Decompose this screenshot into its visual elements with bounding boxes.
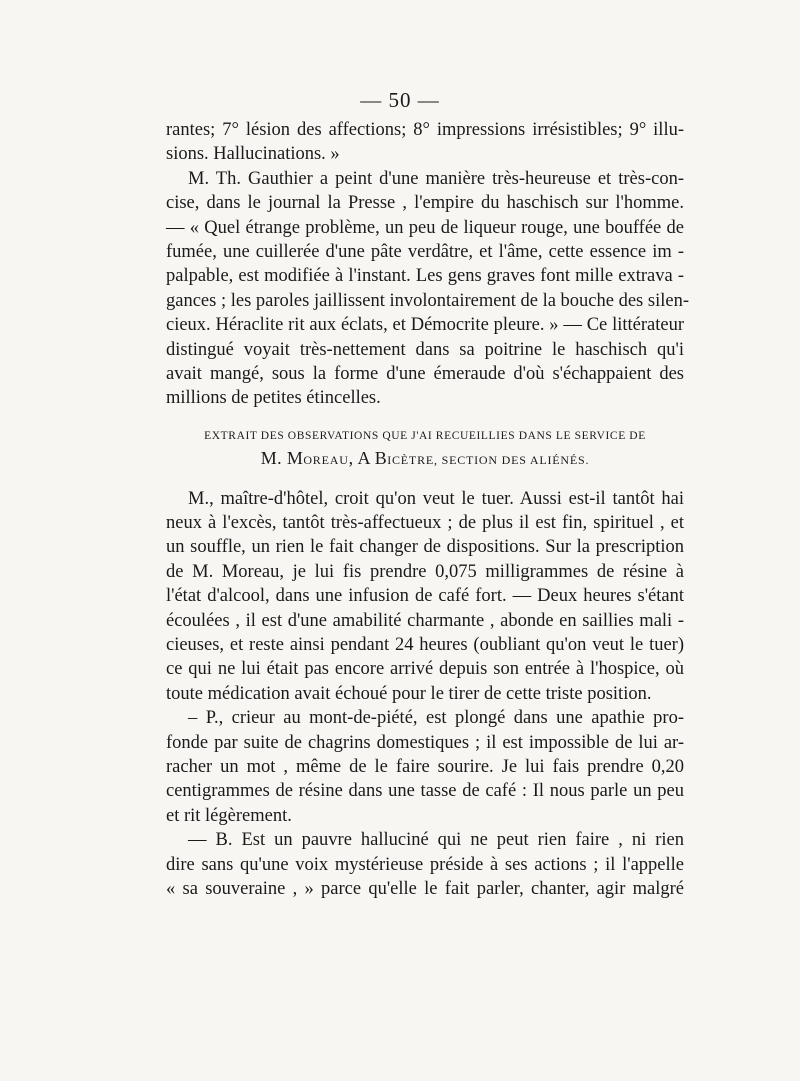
heading-part: , A B [348,447,388,468]
paragraph-1 [166,118,684,167]
text-line: M. Th. Gauthier a peint d'une manière très-heureuse et très-con- [188,168,684,189]
text-line: cieux. Héraclite rit aux éclats, et Démocrite pleure. » — Ce littérateur [166,315,684,336]
section-subheading [166,445,684,473]
paragraph-3 [166,487,684,707]
page-number: — 50 — [360,88,440,112]
text-line: sions. Hallucinations. » [166,144,340,165]
text-line: – P., crieur au mont-de-piété, est plongé dans une apathie pro- [188,708,684,729]
text-line: M., maître-d'hôtel, croit qu'on veut le tuer. Aussi est-il tantôt hai [188,488,684,509]
text-line: l'état d'alcool, dans une infusion de café fort. — Deux heures s'étant [166,586,684,607]
text-line: « sa souveraine , » parce qu'elle le fait parler, chanter, agir malgré [166,878,684,899]
heading-part: ICÈTRE [387,452,434,467]
text-line: avait mangé, sous la forme d'une émeraude d'où s'échappaient des [166,363,684,384]
text-line: gances ; les paroles jaillissent involontairement de la bouche des silen- [166,290,689,311]
text-line: dire sans qu'une voix mystérieuse préside à ses actions ; il l'appelle [166,854,684,875]
text-line: toute médication avait échoué pour le tirer de cette triste position. [166,683,652,704]
text-line: de M. Moreau, je lui fis prendre 0,075 milligrammes de résine à [166,561,684,582]
text-line: ce qui ne lui était pas encore arrivé depuis son entrée à l'hospice, où [166,659,684,680]
text-line: millions de petites étincelles. [166,388,381,409]
text-line: un souffle, un rien le fait changer de dispositions. Sur la prescription [166,537,684,558]
text-line: racher un mot , même de le faire sourire. Je lui fais prendre 0,20 [166,756,684,777]
text-line: et rit légèrement. [166,805,292,826]
paragraph-5 [166,828,684,901]
text-line: fonde par suite de chagrins domestiques ; il est impossible de lui ar- [166,732,684,753]
text-line: neux à l'excès, tantôt très-affectueux ; de plus il est fin, spirituel , et [166,513,684,534]
text-line: cieuses, et reste ainsi pendant 24 heures (oubliant qu'on veut le tuer) [166,635,684,656]
paragraph-4 [166,706,684,828]
text-line: centigrammes de résine dans une tasse de café : Il nous parle un peu [166,781,684,802]
text-line: rantes; 7° lésion des affections; 8° impressions irrésistibles; 9° illu- [166,120,684,140]
text-line: écoulées , il est d'une amabilité charmante , abonde en saillies mali - [166,610,684,631]
body-text [166,118,689,901]
heading-part: OREAU [303,452,349,467]
text-line: — « Quel étrange problème, un peu de liqueur rouge, une bouffée de [166,217,684,238]
text-line: palpable, est modifiée à l'instant. Les gens graves font mille extrava - [166,266,684,287]
text-line: cise, dans le journal la Presse , l'empire du haschisch sur l'homme. [166,193,684,214]
text-line: distingué voyait très-nettement dans sa poitrine le haschisch qu'i [166,339,684,360]
section-heading: EXTRAIT DES OBSERVATIONS QUE J'AI RECUEILLIES DANS LE SERVICE DE [204,429,646,442]
text-line: — B. Est un pauvre halluciné qui ne peut rien faire , ni rien [188,830,684,851]
heading-part: , SECTION DES ALIÉNÉS. [434,452,590,467]
heading-part: M. M [260,447,304,468]
paragraph-2 [166,167,689,411]
text-line: fumée, une cuillerée d'une pâte verdâtre, et l'âme, cette essence im - [166,241,684,262]
